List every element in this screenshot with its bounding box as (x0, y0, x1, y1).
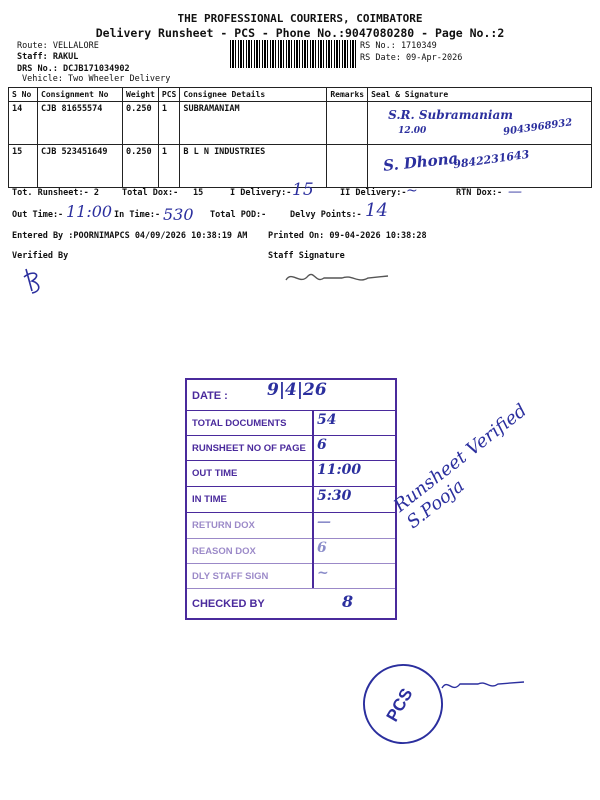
stamp-row (187, 486, 395, 513)
staff-signature-icon (282, 266, 392, 290)
stamp-row-value: 5:30 (317, 488, 352, 504)
runsheet-table (8, 87, 592, 188)
signature-name: S. Dhona (382, 149, 460, 175)
i-delivery-hand: 15 (292, 180, 314, 200)
cell-sno: 14 (9, 102, 38, 145)
table-row (9, 102, 592, 145)
out-time-hand: 11:00 (66, 202, 113, 221)
stamp-date-row (187, 380, 395, 411)
stamp-checked-label: CHECKED BY (192, 598, 265, 610)
stamp-row-label: TOTAL DOCUMENTS (192, 418, 287, 429)
stamp-row-label: REASON DOX (192, 546, 256, 557)
seal-signature-icon (438, 670, 528, 700)
rs-no: RS No.: 1710349 (360, 41, 437, 51)
stamp-row-label: RETURN DOX (192, 520, 255, 531)
route: Route: VELLALORE (17, 41, 99, 51)
rtn-dox-label: RTN Dox:- (456, 188, 503, 198)
col-signature: Seal & Signature (368, 88, 592, 102)
rs-date: RS Date: 09-Apr-2026 (360, 53, 463, 63)
signature-phone: 9842231643 (452, 147, 531, 172)
delvy-points-label: Delvy Points:- (290, 210, 362, 220)
signature-time: 12.00 (398, 126, 427, 136)
cell-consignee: SUBRAMANIAM (180, 102, 327, 145)
staff: Staff: RAKUL (17, 52, 79, 62)
handwritten-verification-note: Runsheet Verified S.Pooja (390, 400, 531, 534)
cell-pcs: 1 (158, 145, 179, 188)
in-time-hand: 530 (163, 205, 194, 224)
stamp-row-value: 11:00 (317, 462, 362, 478)
cell-weight: 0.250 (123, 102, 159, 145)
stamp-row (187, 563, 395, 589)
verified-by-label: Verified By (12, 251, 69, 261)
col-remarks: Remarks (327, 88, 368, 102)
cell-signature (368, 145, 592, 188)
cell-pcs: 1 (158, 102, 179, 145)
stamp-row-value: 6 (317, 540, 327, 556)
col-weight: Weight (123, 88, 159, 102)
delvy-points-hand: 14 (365, 200, 388, 221)
stamp-row-label: RUNSHEET NO OF PAGE (192, 443, 306, 454)
rtn-dox-dash: — (508, 184, 522, 200)
stamp-row-value: ~ (317, 565, 329, 581)
pcs-seal (348, 649, 457, 758)
staff-signature-label: Staff Signature (268, 251, 345, 261)
in-time-label: In Time:- (114, 210, 161, 220)
cell-sno: 15 (9, 145, 38, 188)
ii-delivery-dash: ~ (406, 183, 418, 199)
table-header-row (9, 88, 592, 102)
stamp-row-value: — (317, 514, 331, 530)
signature-phone: 9043968932 (502, 117, 574, 138)
cell-remarks (327, 102, 368, 145)
vehicle: Vehicle: Two Wheeler Delivery (22, 74, 171, 84)
total-dox-value: 15 (193, 188, 204, 198)
cell-weight: 0.250 (123, 145, 159, 188)
stamp-row (187, 538, 395, 564)
drs-no: DRS No.: DCJB171034902 (17, 64, 130, 74)
cell-remarks (327, 145, 368, 188)
signature-name: S.R. Subramaniam (388, 108, 513, 122)
stamp-row (187, 460, 395, 487)
stamp-checked-row (187, 588, 395, 616)
barcode (230, 40, 358, 68)
company-title: THE PROFESSIONAL COURIERS, COIMBATORE (177, 12, 423, 25)
pcs-seal-text: PCS (382, 685, 417, 725)
printed-on: Printed On: 09-04-2026 10:38:28 (268, 231, 427, 241)
cell-consignee: B L N INDUSTRIES (180, 145, 327, 188)
stamp-row-value: 54 (317, 412, 337, 428)
col-pcs: PCS (158, 88, 179, 102)
stamp-row (187, 512, 395, 539)
stamp-row (187, 410, 395, 436)
cell-consignment: CJB 81655574 (38, 102, 123, 145)
i-delivery-label: I Delivery:- (230, 188, 292, 198)
tot-runsheet: Tot. Runsheet:- 2 (12, 188, 99, 198)
total-dox-label: Total Dox:- (122, 188, 179, 198)
stamp-row-label: IN TIME (192, 494, 227, 505)
col-consignment: Consignment No (38, 88, 123, 102)
runsheet-subtitle: Delivery Runsheet - PCS - Phone No.:9047080280 - Page No.:2 (95, 26, 505, 40)
stamp-row (187, 435, 395, 461)
stamp-row-label: DLY STAFF SIGN (192, 571, 269, 582)
stamp-row-value: 6 (317, 437, 327, 453)
col-consignee: Consignee Details (180, 88, 327, 102)
verifier-signature-icon (18, 265, 48, 297)
cell-signature (368, 102, 592, 145)
verification-stamp (185, 378, 397, 620)
ii-delivery-label: II Delivery:- (340, 188, 407, 198)
stamp-date-value: 9|4|26 (267, 380, 327, 400)
cell-consignment: CJB 523451649 (38, 145, 123, 188)
total-pod-label: Total POD:- (210, 210, 267, 220)
entered-by: Entered By :POORNIMAPCS 04/09/2026 10:38:19 AM (12, 231, 248, 241)
stamp-checked-value: 8 (342, 592, 354, 611)
stamp-date-label: DATE : (192, 390, 228, 402)
out-time-label: Out Time:- (12, 210, 64, 220)
stamp-row-label: OUT TIME (192, 468, 238, 479)
col-sno: S No (9, 88, 38, 102)
